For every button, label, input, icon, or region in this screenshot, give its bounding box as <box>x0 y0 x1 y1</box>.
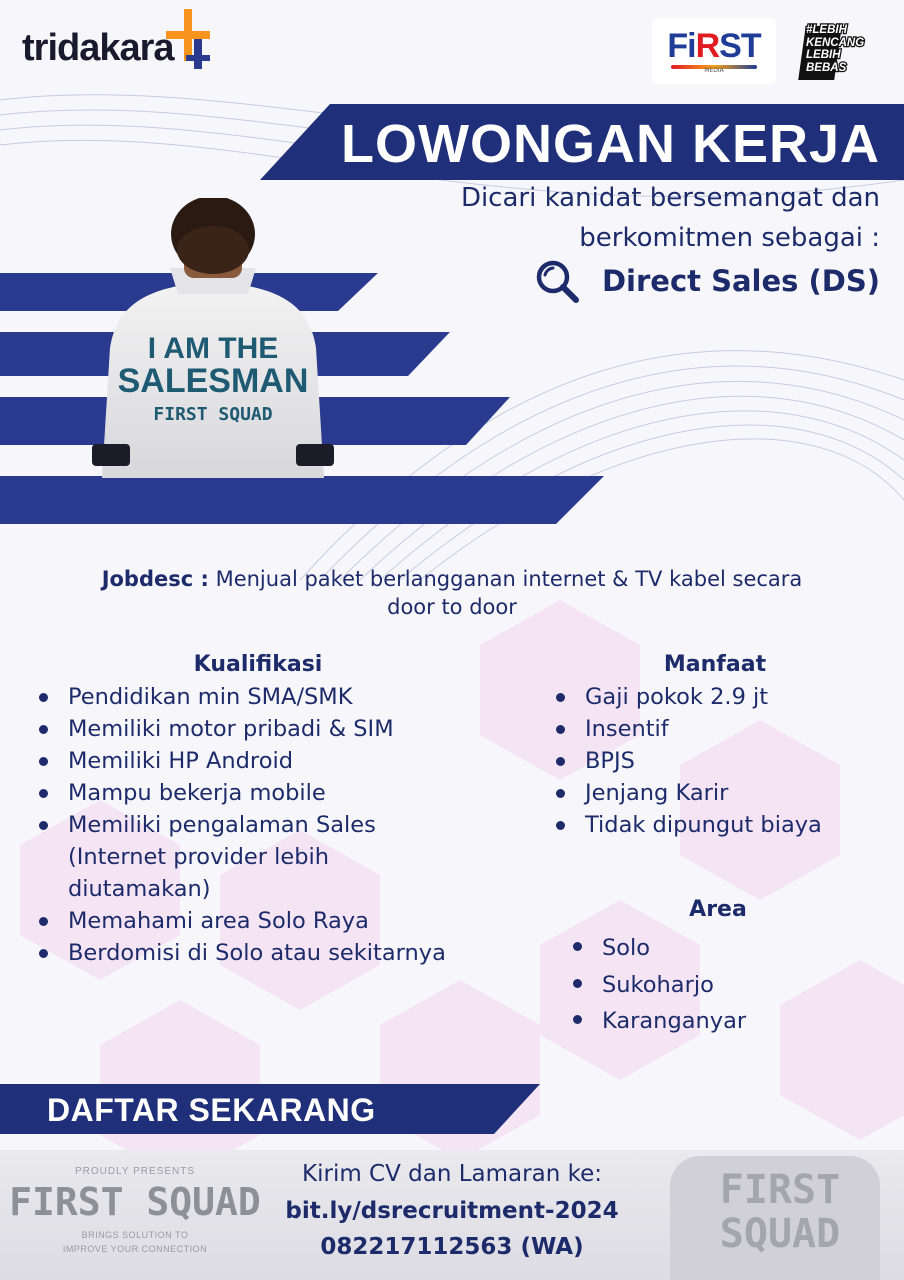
list-item: BPJS <box>547 745 887 777</box>
footer-tagline-1: BRINGS SOLUTION TO <box>81 1230 189 1240</box>
contact-link[interactable]: bit.ly/dsrecruitment-2024 <box>285 1198 619 1224</box>
list-item: Memiliki pengalaman Sales (Internet provider lebih diutamakan) <box>30 809 400 905</box>
footer-proudly-presents: PROUDLY PRESENTS <box>74 1166 196 1177</box>
area-list <box>564 930 864 1040</box>
footer-first-squad: FIRST SQUAD <box>9 1180 261 1224</box>
cta-text: DAFTAR SEKARANG <box>47 1092 376 1128</box>
first-media-subtitle: MEDIA <box>704 66 724 74</box>
van-text: FIRST SQUAD <box>719 1167 841 1257</box>
list-item: Memahami area Solo Raya <box>30 905 500 937</box>
list-item: Insentif <box>547 713 887 745</box>
subtitle-line-2: berkomitmen sebagai : <box>579 223 880 253</box>
jobdesc-label: Jobdesc : <box>101 567 209 591</box>
jobdesc <box>30 565 874 621</box>
subtitle-line-1: Dicari kanidat bersemangat dan <box>460 183 880 213</box>
jacket-text-line-2: SALESMAN <box>117 362 309 400</box>
jobdesc-line-2: door to door <box>387 595 517 619</box>
subtitle <box>320 178 880 258</box>
position-heading <box>534 258 880 304</box>
contact-phone[interactable]: 082217112563 (WA) <box>320 1234 584 1260</box>
benefits-title: Manfaat <box>663 652 767 677</box>
contact-instruction: Kirim CV dan Lamaran ke: <box>302 1161 602 1187</box>
list-item: Gaji pokok 2.9 jt <box>547 681 887 713</box>
tridakara-logo <box>22 18 210 78</box>
list-item: Tidak dipungut biaya <box>547 809 887 841</box>
list-item: Pendidikan min SMA/SMK <box>30 681 500 713</box>
jobdesc-text-1: Menjual paket berlangganan internet & TV kabel secara <box>208 567 803 591</box>
area-title: Area <box>689 897 747 922</box>
position-title: Direct Sales (DS) <box>601 264 880 298</box>
list-item: Mampu bekerja mobile <box>30 777 500 809</box>
jacket-text-line-3: FIRST SQUAD <box>153 404 273 425</box>
qualifications-list <box>30 681 500 969</box>
hashtag-logo-text: #LEBIH KENCANG LEBIH BEBAS <box>806 24 865 74</box>
qualifications-title: Kualifikasi <box>193 652 323 677</box>
tridakara-star-icon <box>166 9 210 69</box>
benefits-list <box>547 681 887 841</box>
list-item: Memiliki motor pribadi & SIM <box>30 713 500 745</box>
list-item: Sukoharjo <box>564 967 864 1004</box>
footer-tagline-2: IMPROVE YOUR CONNECTION <box>62 1244 208 1254</box>
salesman-photo <box>88 198 338 478</box>
jobdesc-line-1 <box>30 565 874 593</box>
stripe-decoration <box>0 476 604 524</box>
tridakara-wordmark: tridakara <box>22 26 174 69</box>
first-media-wordmark: FiRST <box>667 26 761 65</box>
list-item: Berdomisi di Solo atau sekitarnya <box>30 937 500 969</box>
search-icon <box>534 258 580 304</box>
first-media-logo <box>652 18 776 84</box>
page-title: LOWONGAN KERJA <box>341 114 880 174</box>
list-item: Karanganyar <box>564 1003 864 1040</box>
list-item: Jenjang Karir <box>547 777 887 809</box>
hashtag-logo <box>792 22 882 80</box>
list-item: Memiliki HP Android <box>30 745 500 777</box>
jacket-text-line-1: I AM THE <box>147 332 279 365</box>
list-item: Solo <box>564 930 864 967</box>
